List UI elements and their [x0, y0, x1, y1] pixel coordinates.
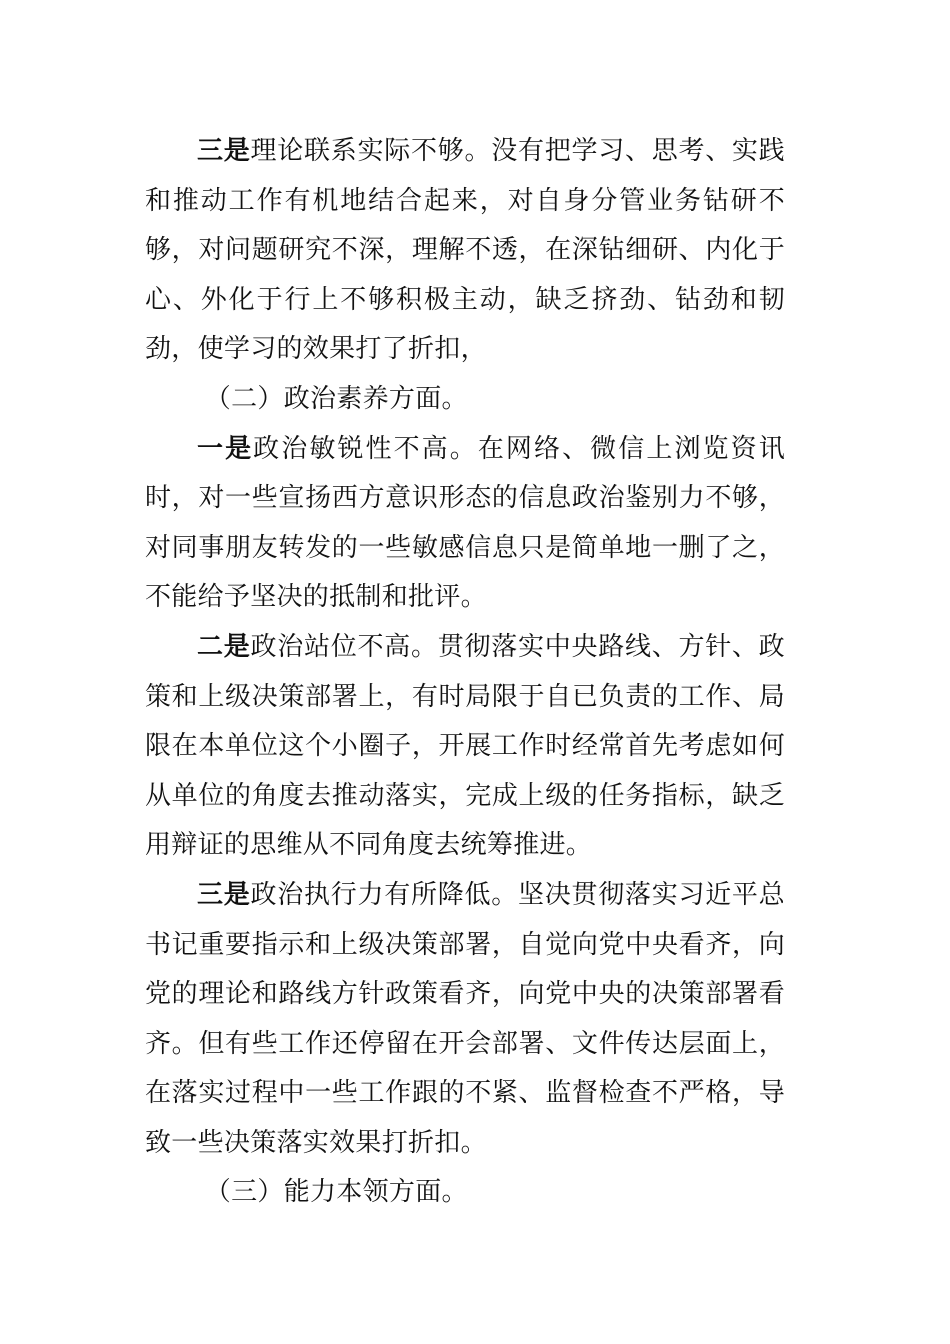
section-heading-political-literacy: （二）政治素养方面。 — [204, 383, 468, 414]
paragraph-lead: 三是 — [197, 879, 251, 910]
document-body — [145, 127, 785, 1218]
paragraph-text: 政治敏锐性不高。在网络、微信上浏览资讯时，对一些宣扬西方意识形态的信息政治鉴别力不够，对同事朋友转发的一些敏感信息只是简单地一删了之，不能给予坚决的抵制和批评。 — [145, 433, 785, 613]
section-heading-ability: （三）能力本领方面。 — [204, 1177, 468, 1208]
paragraph-lead: 三是 — [197, 136, 251, 166]
paragraph-text: 政治站位不高。贯彻落实中央路线、方针、政策和上级决策部署上，有时局限于自已负责的工作、局限在本单位这个小圈子，开展工作时经常首先考虑如何从单位的角度去推动落实，完成上级的任务指标，缺乏用辩证的思维从不同角度去统筹推进。 — [145, 631, 785, 861]
paragraph-text: 理论联系实际不够。没有把学习、思考、实践和推动工作有机地结合起来，对自身分管业务钻研不够，对问题研究不深，理解不透，在深钻细研、内化于心、外化于行上不够积极主动，缺乏挤劲、钻劲和韧劲，使学习的效果打了折扣， — [145, 136, 785, 365]
paragraph-lead: 一是 — [197, 433, 254, 464]
paragraph-political-execution — [145, 871, 785, 1169]
paragraph-text: 政治执行力有所降低。坚决贯彻落实习近平总书记重要指示和上级决策部署，自觉向党中央看齐，向党的理论和路线方针政策看齐，向党中央的决策部署看齐。但有些工作还停留在开会部署、文件传达层面上，在落实过程中一些工作跟的不紧、监督检查不严格，导致一些决策落实效果打折扣。 — [145, 879, 785, 1158]
paragraph-theory-practice — [145, 127, 785, 375]
paragraph-political-sensitivity — [145, 425, 785, 623]
paragraph-lead: 二是 — [197, 631, 251, 662]
paragraph-political-stance — [145, 623, 785, 871]
